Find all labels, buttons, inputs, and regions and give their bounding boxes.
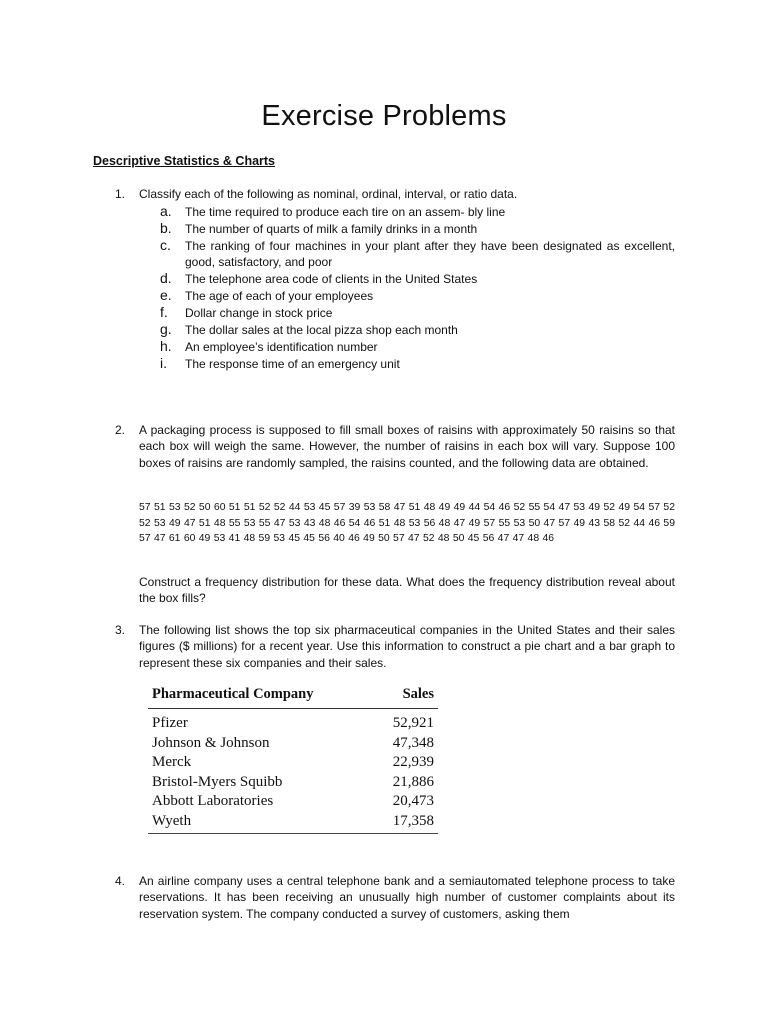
problem-number: 4. <box>115 874 126 888</box>
table-row <box>148 714 438 734</box>
table-row <box>148 792 438 812</box>
raisin-data: 57 51 53 52 50 60 51 51 52 52 44 53 45 57 39 53 58 47 51 48 49 49 44 54 46 52 55 54 47 53 49 52 49 54 57 52 52 53 49 47 51 48 55 53 55 47 53 43 48 46 54 46 51 48 53 56 48 47 49 57 55 53 50 47 57 49 43 58 52 44 46 59 57 47 61 60 49 53 41 48 59 53 45 45 56 40 46 49 50 57 47 52 48 50 45 56 47 47 48 46 <box>139 502 675 544</box>
column-header-sales: Sales <box>402 686 434 702</box>
item-letter: e. <box>160 287 172 303</box>
problem-3 <box>115 622 675 671</box>
item-text: Dollar change in stock price <box>185 306 333 320</box>
item-letter: i. <box>160 355 167 371</box>
problem-text: The following list shows the top six pharmaceutical companies in the United States and their sales figures ($ millions) for a recent year. Use this information to construct a pie chart and a bar graph to represent these six companies and their sales. <box>139 623 675 670</box>
item-text: The telephone area code of clients in the United States <box>185 272 478 286</box>
list-item <box>138 203 675 220</box>
company-cell: Wyeth <box>152 812 192 829</box>
table-row <box>148 773 438 793</box>
sales-cell: 22,939 <box>392 754 434 770</box>
company-cell: Pfizer <box>152 715 188 731</box>
company-cell: Abbott Laboratories <box>152 793 274 809</box>
problem-text: Classify each of the following as nominal, ordinal, interval, or ratio data. <box>139 187 518 201</box>
sales-cell: 21,886 <box>392 773 434 790</box>
sales-cell: 17,358 <box>392 812 434 829</box>
problem-number: 2. <box>115 423 126 437</box>
company-cell: Bristol-Myers Squibb <box>152 773 283 790</box>
list-item <box>138 220 675 237</box>
item-text: The response time of an emergency unit <box>185 357 400 371</box>
item-letter: d. <box>160 270 172 286</box>
table-body <box>148 709 438 834</box>
item-text: An employee’s identification number <box>185 340 378 354</box>
pharma-table <box>148 686 438 834</box>
sales-cell: 47,348 <box>392 734 434 751</box>
classification-list <box>138 203 675 372</box>
table-header <box>148 686 438 709</box>
problem-text: An airline company uses a central telephone bank and a semiautomated telephone process to take reservations. It has been receiving an unusually high number of customer complaints about its reservation system. The company conducted a survey of customers, asking them <box>139 874 675 921</box>
problem-4 <box>115 873 675 922</box>
problem-1 <box>115 186 675 202</box>
company-cell: Merck <box>152 754 192 770</box>
table-row <box>148 753 438 773</box>
list-item <box>138 304 675 321</box>
item-letter: c. <box>160 237 171 253</box>
page-title: Exercise Problems <box>261 100 507 132</box>
company-cell: Johnson & Johnson <box>152 734 270 751</box>
item-letter: g. <box>160 321 172 337</box>
list-item <box>138 338 675 355</box>
list-item <box>138 270 675 287</box>
list-item <box>138 355 675 372</box>
problem-text: A packaging process is supposed to fill small boxes of raisins with approximately 50 raisins so that each box will weigh the same. However, the number of raisins in each box will vary. Suppose 100 boxes of raisins are randomly sampled, the raisins counted, and the following data are obtained. <box>139 423 675 470</box>
item-text: The dollar sales at the local pizza shop each month <box>185 323 458 337</box>
item-text: The number of quarts of milk a family drinks in a month <box>185 222 478 236</box>
table-row <box>148 812 438 832</box>
item-text: The age of each of your employees <box>185 289 374 303</box>
item-letter: a. <box>160 203 172 219</box>
list-item <box>138 237 675 270</box>
problem-number: 1. <box>115 187 126 201</box>
problem-2-question <box>115 574 675 607</box>
column-header-company: Pharmaceutical Company <box>152 686 314 702</box>
sales-cell: 20,473 <box>392 793 434 809</box>
item-text: The time required to produce each tire on an assem- bly line <box>185 205 506 219</box>
section-heading: Descriptive Statistics & Charts <box>93 154 276 168</box>
item-text: The ranking of four machines in your plant after they have been designated as excellent, good, satisfactory, and poor <box>185 239 675 269</box>
problem-number: 3. <box>115 623 126 637</box>
sales-cell: 52,921 <box>392 715 434 731</box>
item-letter: f. <box>160 304 168 320</box>
item-letter: h. <box>160 338 172 354</box>
problem-question: Construct a frequency distribution for these data. What does the frequency distribution reveal about the box fills? <box>139 575 675 606</box>
item-letter: b. <box>160 220 172 236</box>
problem-2 <box>115 422 675 471</box>
list-item <box>138 287 675 304</box>
table-row <box>148 734 438 754</box>
list-item <box>138 321 675 338</box>
